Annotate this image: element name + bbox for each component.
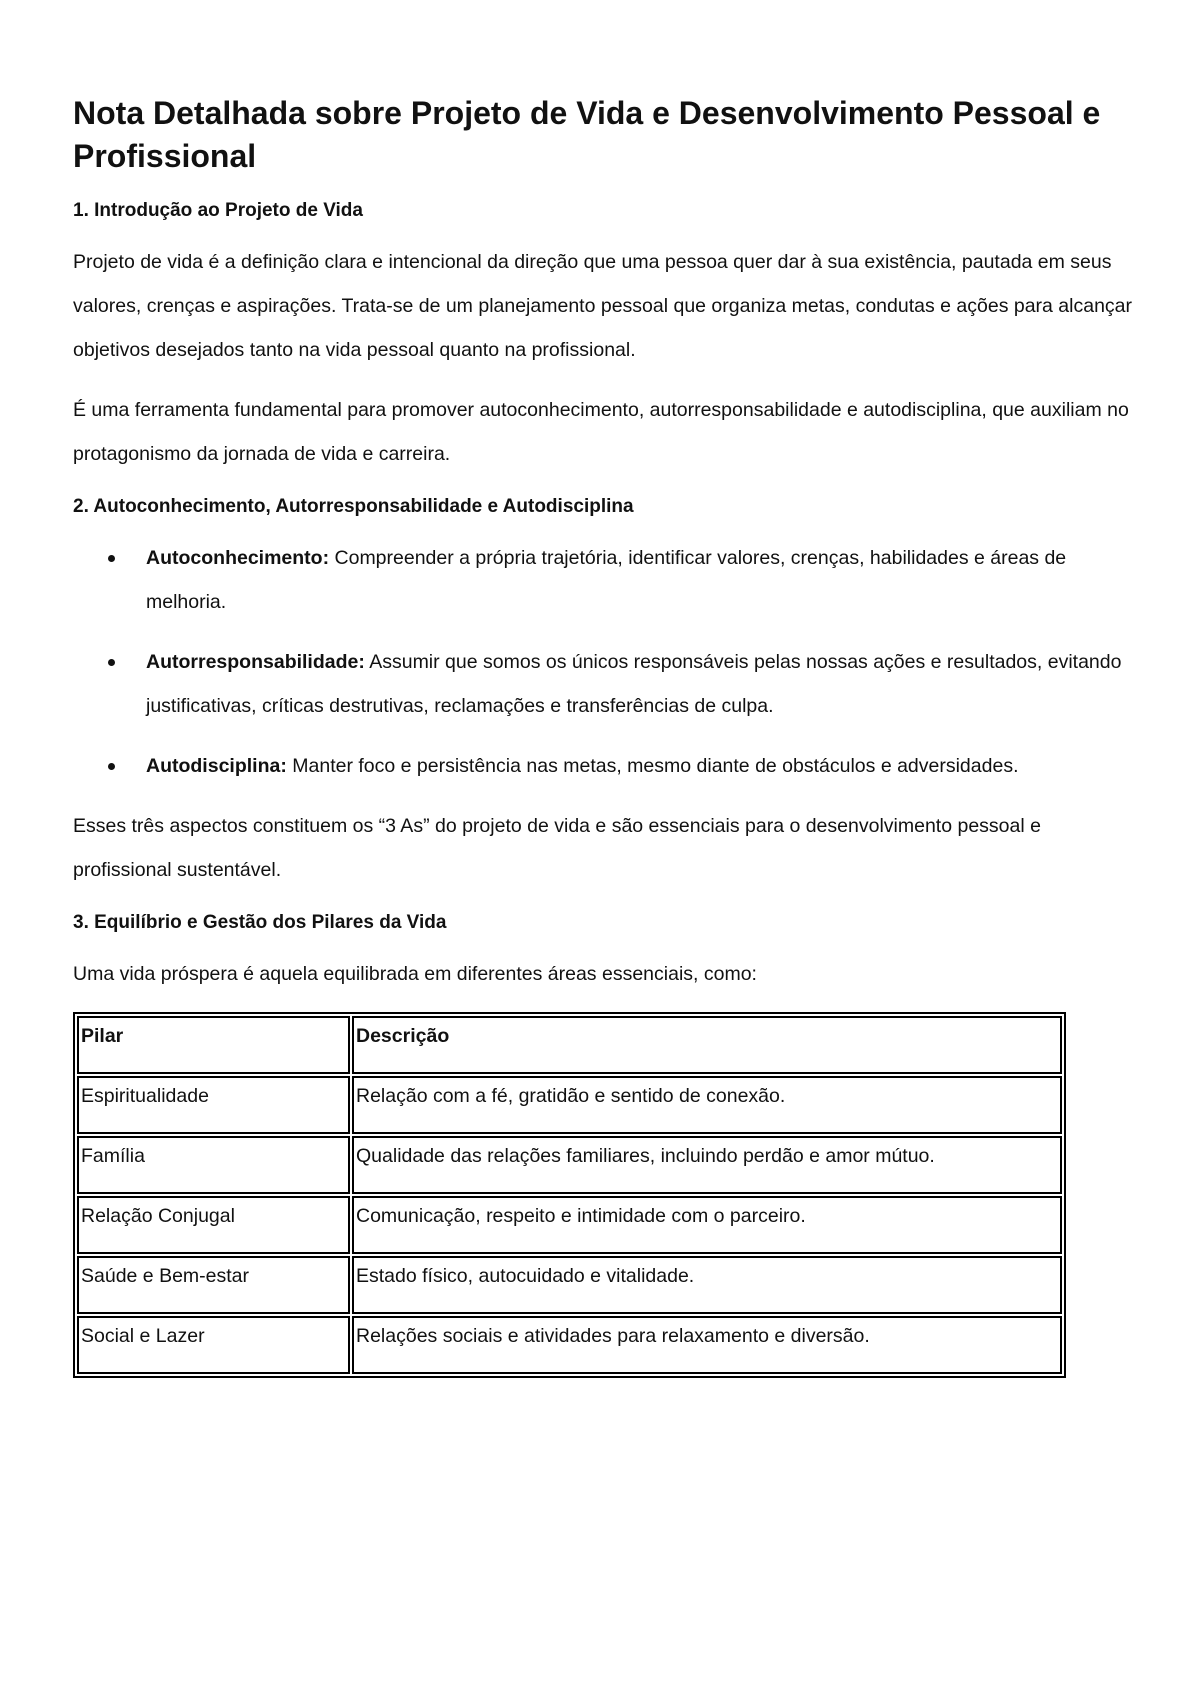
list-item <box>146 536 1133 624</box>
list-item-text: Manter foco e persistência nas metas, mesmo diante de obstáculos e adversidades. <box>286 755 1019 777</box>
bullet-icon <box>108 659 115 666</box>
table-header-pilar: Pilar <box>77 1016 350 1074</box>
intro-paragraph-2: É uma ferramenta fundamental para promover autoconhecimento, autorresponsabilidade e autodisciplina, que auxiliam no protagonismo da jornada de vida e carreira. <box>73 399 1129 465</box>
document-page <box>73 92 1133 1378</box>
table-row <box>77 1076 1062 1134</box>
pilares-table <box>73 1012 1066 1378</box>
table-header-row <box>77 1016 1062 1074</box>
table-row <box>77 1256 1062 1314</box>
list-item <box>146 640 1133 728</box>
table-cell-descricao: Comunicação, respeito e intimidade com o parceiro. <box>352 1196 1062 1254</box>
document-title: Nota Detalhada sobre Projeto de Vida e Desenvolvimento Pessoal e Profissional <box>73 95 1101 174</box>
table-cell-pilar: Social e Lazer <box>77 1316 350 1374</box>
intro-paragraph-1: Projeto de vida é a definição clara e intencional da direção que uma pessoa quer dar à sua existência, pautada em seus valores, crenças e aspirações. Trata-se de um planejamento pessoal que organiza metas, condutas e ações para alcançar objetivos desejados tanto na vida pessoal quanto na profissional. <box>73 251 1133 361</box>
table-cell-pilar: Espiritualidade <box>77 1076 350 1134</box>
table-cell-pilar: Família <box>77 1136 350 1194</box>
list-item-text: Assumir que somos os únicos responsáveis pelas nossas ações e resultados, evitando justificativas, críticas destrutivas, reclamações e transferências de culpa. <box>146 651 1122 717</box>
table-cell-descricao: Relação com a fé, gratidão e sentido de conexão. <box>352 1076 1062 1134</box>
list-item-term: Autorresponsabilidade: <box>146 651 365 673</box>
list-item <box>146 744 1133 788</box>
table-cell-pilar: Saúde e Bem-estar <box>77 1256 350 1314</box>
section-heading-three-as: 2. Autoconhecimento, Autorresponsabilidade e Autodisciplina <box>73 496 634 517</box>
table-cell-descricao: Qualidade das relações familiares, incluindo perdão e amor mútuo. <box>352 1136 1062 1194</box>
bullet-icon <box>108 763 115 770</box>
pilares-intro-paragraph: Uma vida próspera é aquela equilibrada em diferentes áreas essenciais, como: <box>73 963 757 985</box>
three-as-list <box>73 536 1133 788</box>
list-item-term: Autodisciplina: <box>146 755 287 777</box>
table-row <box>77 1316 1062 1374</box>
bullet-icon <box>108 555 115 562</box>
three-as-closing-paragraph: Esses três aspectos constituem os “3 As” do projeto de vida e são essenciais para o desenvolvimento pessoal e profissional sustentável. <box>73 815 1041 881</box>
table-header-descricao: Descrição <box>352 1016 1062 1074</box>
table-cell-pilar: Relação Conjugal <box>77 1196 350 1254</box>
table-cell-descricao: Estado físico, autocuidado e vitalidade. <box>352 1256 1062 1314</box>
list-item-text: Compreender a própria trajetória, identificar valores, crenças, habilidades e áreas de melhoria. <box>146 547 1067 613</box>
section-heading-pilares: 3. Equilíbrio e Gestão dos Pilares da Vida <box>73 912 447 933</box>
table-row <box>77 1196 1062 1254</box>
list-item-term: Autoconhecimento: <box>146 547 330 569</box>
table-cell-descricao: Relações sociais e atividades para relaxamento e diversão. <box>352 1316 1062 1374</box>
table-row <box>77 1136 1062 1194</box>
section-heading-intro: 1. Introdução ao Projeto de Vida <box>73 200 363 221</box>
